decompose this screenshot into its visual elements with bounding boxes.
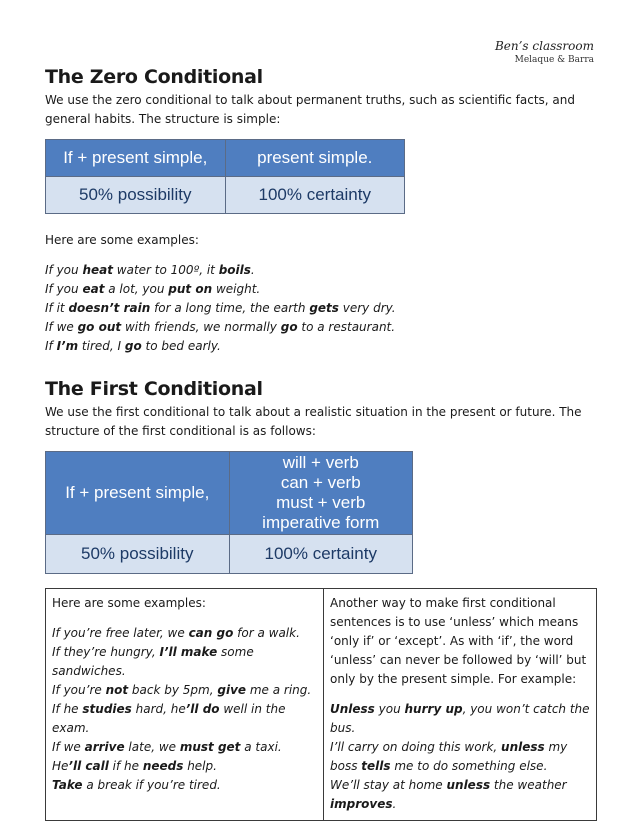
example-sentence (52, 700, 317, 738)
sentence-text: help. (183, 759, 217, 773)
emphasized-verb: hurry up (404, 702, 463, 716)
zero-table-possibility: 50% possibility (46, 177, 226, 214)
emphasized-verb: go (124, 339, 142, 353)
first-table-possibility: 50% possibility (46, 535, 230, 574)
page-header (495, 38, 594, 66)
header-subtitle: Melaque & Barra (514, 55, 594, 65)
sentence-text: . (392, 797, 397, 811)
example-sentence (45, 318, 597, 337)
example-sentence (45, 337, 597, 356)
sentence-text: you (374, 702, 405, 716)
emphasized-verb: boils (218, 263, 251, 277)
zero-conditional-heading: The Zero Conditional (45, 66, 263, 88)
first-table-head-result (229, 452, 413, 535)
sentence-text: If we (52, 740, 85, 754)
sentence-text: He (52, 759, 69, 773)
examples-box-left (46, 589, 324, 821)
emphasized-verb: tells (361, 759, 391, 773)
document-body (45, 64, 597, 821)
first-examples-box (45, 588, 597, 821)
emphasized-verb: go (280, 320, 298, 334)
first-table-certainty: 100% certainty (229, 535, 413, 574)
example-sentence (45, 261, 597, 280)
sentence-text: a taxi. (240, 740, 282, 754)
example-sentence (52, 643, 317, 681)
emphasized-verb: eat (82, 282, 105, 296)
sentence-text: if he (108, 759, 143, 773)
emphasized-verb: unless (446, 778, 491, 792)
sentence-text: . (250, 263, 255, 277)
example-sentence (52, 624, 317, 643)
sentence-text: me to do something else. (390, 759, 548, 773)
emphasized-verb: give (217, 683, 247, 697)
emphasized-verb: heat (82, 263, 113, 277)
emphasized-verb: put on (168, 282, 213, 296)
zero-table-certainty: 100% certainty (225, 177, 405, 214)
sentence-text: hard, he (131, 702, 186, 716)
sentence-text: , you won’t catch the bus. (330, 702, 590, 735)
sentence-text: If you (45, 263, 83, 277)
sentence-text: If (45, 339, 57, 353)
zero-examples-intro: Here are some examples: (45, 233, 199, 247)
sentence-text: for a long time, the earth (150, 301, 310, 315)
sentence-text: with friends, we normally (121, 320, 281, 334)
sentence-text: a break if you’re tired. (82, 778, 221, 792)
emphasized-verb: can go (188, 626, 234, 640)
emphasized-verb: gets (309, 301, 339, 315)
sentence-text: the weather (490, 778, 567, 792)
unless-explanation: Another way to make first conditional sentences is to use ‘unless’ which means ‘only if’ or ‘except’. As with ‘if’, the word ‘unless’ can never be followed by ‘will’ but only by the present simple. For example: (330, 596, 587, 686)
zero-examples-list (45, 261, 597, 356)
sentence-text: I’ll carry on doing this work, (330, 740, 502, 754)
sentence-text: a lot, you (104, 282, 169, 296)
sentence-text: to bed early. (141, 339, 221, 353)
sentence-text: for a walk. (233, 626, 300, 640)
example-sentence (330, 738, 590, 757)
zero-structure-table (45, 139, 405, 214)
first-conditional-intro: We use the first conditional to talk about a realistic situation in the present or future. The structure of the first conditional is as follows: (45, 405, 582, 438)
sentence-text: my (544, 740, 568, 754)
example-sentence (330, 776, 590, 814)
emphasized-verb: unless (501, 740, 545, 754)
sentence-text: If we (45, 320, 78, 334)
emphasized-verb: studies (82, 702, 132, 716)
example-sentence (330, 700, 590, 738)
sentence-text: If you’re (52, 683, 106, 697)
emphasized-verb: improves (330, 797, 393, 811)
header-title: Ben’s classroom (494, 39, 594, 53)
example-sentence (52, 776, 317, 795)
emphasized-verb: I’ll make (159, 645, 218, 659)
emphasized-verb: must get (179, 740, 241, 754)
example-sentence (45, 299, 597, 318)
example-sentence (330, 757, 590, 776)
emphasized-verb: I’m (56, 339, 79, 353)
zero-table-head-result: present simple. (225, 140, 405, 177)
sentence-text: If they’re hungry, (52, 645, 160, 659)
result-option: will + verb (282, 453, 359, 472)
emphasized-verb: go out (77, 320, 122, 334)
sentence-text: me a ring. (246, 683, 312, 697)
emphasized-verb: ’ll do (185, 702, 220, 716)
sentence-text: If it (45, 301, 69, 315)
examples-intro: Here are some examples: (52, 596, 206, 610)
sentence-text: boss (330, 759, 362, 773)
example-sentence (45, 280, 597, 299)
sentence-text: to a restaurant. (297, 320, 396, 334)
emphasized-verb: ’ll call (68, 759, 109, 773)
sentence-text: We’ll stay at home (330, 778, 447, 792)
zero-table-head-if: If + present simple, (46, 140, 226, 177)
sentence-text: back by 5pm, (128, 683, 218, 697)
example-sentence (52, 738, 317, 757)
first-structure-table (45, 451, 413, 574)
first-table-head-if: If + present simple, (46, 452, 230, 535)
sentence-text: late, we (124, 740, 180, 754)
sentence-text: If he (52, 702, 83, 716)
emphasized-verb: doesn’t rain (68, 301, 151, 315)
sentence-text: tired, I (78, 339, 125, 353)
sentence-text: weight. (212, 282, 261, 296)
result-option: must + verb (276, 493, 366, 512)
sentence-text: If you (45, 282, 83, 296)
sentence-text: If you’re free later, we (52, 626, 189, 640)
result-option: imperative form (262, 513, 380, 532)
result-option: can + verb (280, 473, 361, 492)
emphasized-verb: not (105, 683, 129, 697)
example-sentence (52, 681, 317, 700)
emphasized-verb: arrive (84, 740, 125, 754)
sentence-text: some sandwiches. (52, 645, 254, 678)
sentence-text: well in the exam. (52, 702, 286, 735)
emphasized-verb: Take (52, 778, 83, 792)
zero-conditional-intro: We use the zero conditional to talk about permanent truths, such as scientific facts, and general habits. The structure is simple: (45, 93, 575, 126)
example-sentence (52, 757, 317, 776)
emphasized-verb: Unless (330, 702, 375, 716)
emphasized-verb: needs (142, 759, 184, 773)
sentence-text: very dry. (338, 301, 396, 315)
sentence-text: water to 100º, it (112, 263, 219, 277)
examples-box-right (324, 589, 597, 821)
first-conditional-heading: The First Conditional (45, 378, 263, 400)
